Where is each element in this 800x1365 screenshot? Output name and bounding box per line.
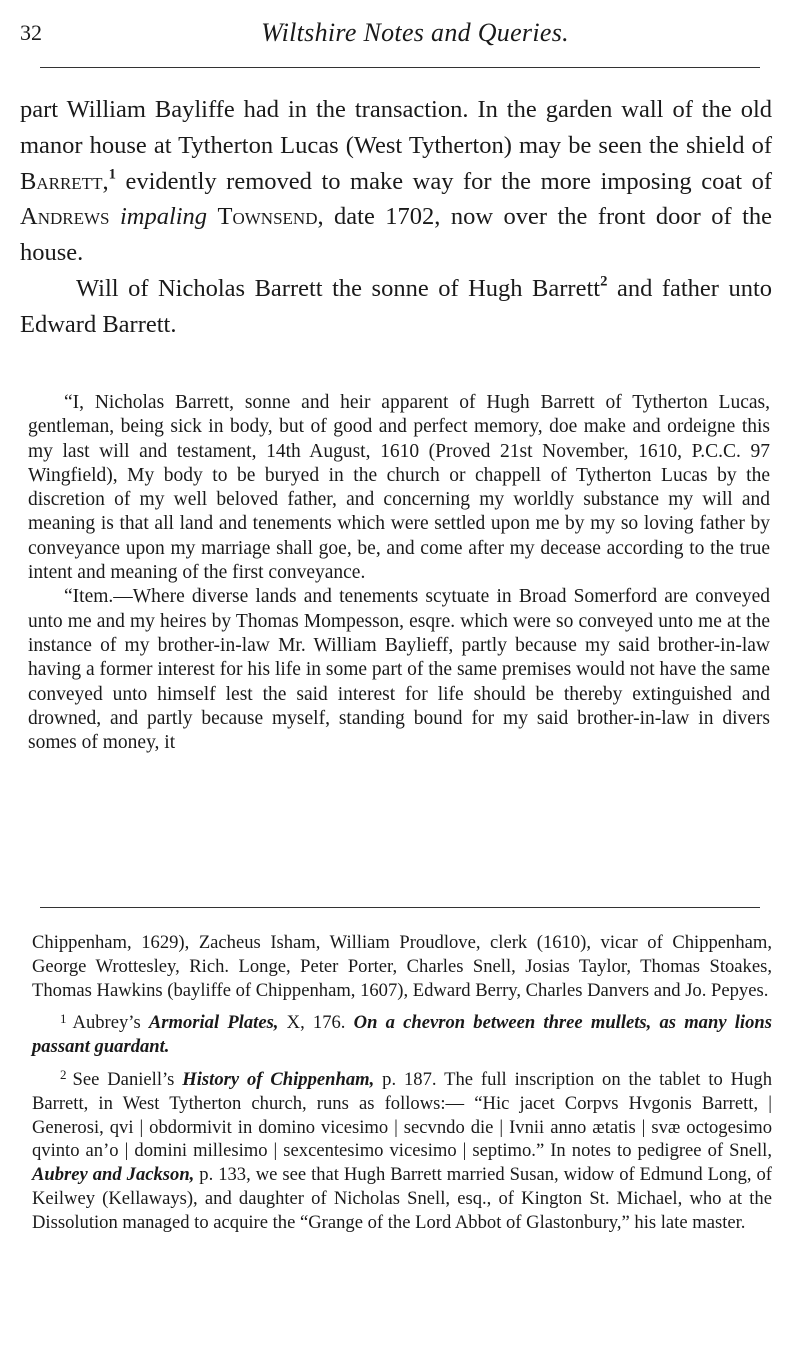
name-barrett: Barrett,	[20, 167, 109, 195]
text-run: part William Bayliffe had in the transaction. In the garden wall of the old manor house at Tytherton Lucas (West Tytherton) may be seen the shield of	[20, 96, 772, 159]
text-run: date 1702, now over the front door of the house.	[20, 203, 773, 267]
header-rule	[40, 67, 760, 68]
quote-paragraph-item: “Item.—Where diverse lands and tenements scytuate in Broad Somerford are conveyed unto me and my heires by Thomas Mompesson, esqre. which were so conveyed unto me at the instance of my brother-in-law Mr. William Baylieff, partly because my said brother-in-law having a former interest for his life in some part of the same premises would not have the same conveyed unto himself lest the said interest for life should be thereby extinguished and drowned, and partly because myself, standing bound for my said brother-in-law in divers somes of money, it	[28, 586, 770, 754]
text-run: X, 176.	[278, 1012, 354, 1034]
main-text	[20, 92, 772, 343]
footnote-continuation: Chippenham, 1629), Zacheus Isham, William Proudlove, clerk (1610), vicar of Chippenham, George Wrottesley, Rich. Longe, Peter Porter, Charles Snell, Josias Taylor, Thomas Stoakes, Thomas Hawkins (bayliffe of Chippenham, 1607), Edward Berry, Charles Danvers and Jo. Pepyes.	[32, 932, 772, 1001]
footnotes	[32, 931, 772, 1235]
footnote-2-number: 2	[60, 1067, 67, 1083]
text-run: and father unto Edward Barrett.	[20, 274, 773, 338]
footnote-2-source: Aubrey and Jackson,	[32, 1164, 195, 1186]
page-number: 32	[20, 20, 42, 45]
running-title: Wiltshire Notes and Queries.	[261, 18, 569, 47]
text-run: p. 133, we see that Hugh Barrett married Susan, widow of Edmund Long, of Keilwey (Kellaways), and daughter of Nicholas Snell, esq., of Kington St. Michael, who at the Dissolution managed to acquire the “Grange of the Lord Abbot of Glastonbury,” his late master.	[32, 1164, 772, 1233]
text-run: Aubrey’s	[72, 1012, 149, 1034]
text-run: p. 187. The full inscription on the tablet to Hugh Barrett, in West Tytherton church, runs as follows:— “Hic jacet Corpvs Hvgonis Barrett, | Generosi, qvi | obdormivit in domino vicesimo | secvndo die | Ivnii anno ætatis | svæ octogesimo qvinto an’o | domini millesimo | sexcentesimo vicesimo | septimo.” In notes to pedigree of Snell,	[32, 1068, 773, 1162]
footnote-1-title: Armorial Plates,	[148, 1012, 279, 1034]
paragraph-manor-house	[20, 92, 772, 271]
footnote-2-title: History of Chippenham,	[182, 1068, 375, 1090]
footnote-1-blazon: On a chevron between three mullets, as many lions passant guardant.	[32, 1012, 772, 1058]
paragraph-will-heading	[20, 271, 772, 343]
footnote-rule	[40, 907, 760, 908]
text-run: See Daniell’s	[72, 1068, 183, 1090]
footnote-2	[32, 1068, 772, 1235]
page-header	[20, 18, 780, 58]
text-run: Will of Nicholas Barrett the sonne of Hugh Barrett	[76, 274, 601, 302]
name-andrews: Andrews	[20, 203, 110, 231]
quote-paragraph-1: “I, Nicholas Barrett, sonne and heir apparent of Hugh Barrett of Tytherton Lucas, gentleman, being sick in body, but of good and perfect memory, doe make and ordeigne this my last will and testament, 14th August, 1610 (Proved 21st November, 1610, P.C.C. 97 Wingfield), My body to be buryed in the church or chappell of Tytherton Lucas by the discretion of my well beloved father, and concerning my worldly substance my will and meaning is that all land and tenements which were settled upon me by my so loving father by conveyance upon my marriage shall goe, be, and come after my decease according to the true intent and meaning of the first conveyance.	[28, 392, 770, 584]
footnote-1	[32, 1011, 772, 1059]
footnote-ref-1: 1	[108, 166, 116, 183]
text-run: evidently removed to make way for the more imposing coat of	[115, 167, 772, 195]
name-townsend: Townsend,	[217, 203, 324, 231]
footnote-ref-2: 2	[600, 273, 608, 290]
will-quotation	[28, 391, 770, 755]
term-impaling: impaling	[119, 203, 208, 231]
footnote-1-number: 1	[60, 1010, 67, 1026]
